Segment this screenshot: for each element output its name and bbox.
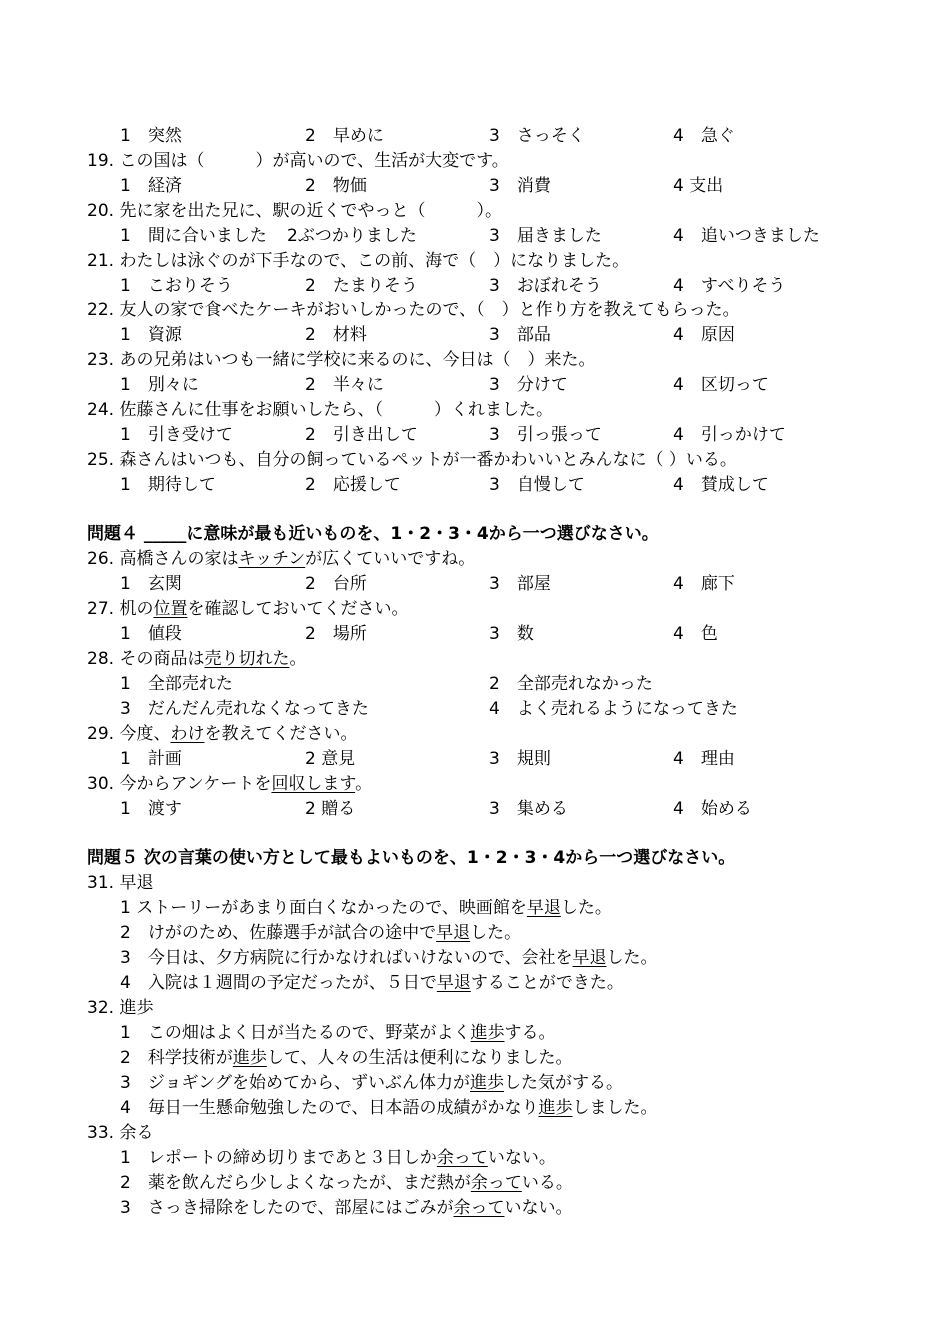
q25-option-3: 3 自慢して bbox=[489, 475, 585, 495]
q20-option-1: 1 間に合いました bbox=[120, 226, 267, 246]
q25-option-1: 1 期待して bbox=[120, 475, 216, 495]
q31-o1-target: 早退 bbox=[526, 898, 561, 918]
q23-option-2: 2 半々に bbox=[305, 375, 384, 395]
q32-option-3-text bbox=[120, 1071, 623, 1096]
q22-stem-text: 22. 友人の家で食べたケーキがおいしかったので、（ ）と作り方を教えてもらった。 bbox=[87, 300, 740, 320]
q24-option-1: 1 引き受けて bbox=[120, 425, 233, 445]
q19-stem-text: 19. この国は（ ）が高いので、生活が大変です。 bbox=[87, 151, 509, 171]
q18-option-1: 1 突然 bbox=[120, 126, 182, 146]
q32-option-1 bbox=[0, 1021, 950, 1046]
q23-option-1: 1 別々に bbox=[120, 375, 199, 395]
q22-option-1: 1 資源 bbox=[120, 325, 182, 345]
q26-underlined-word: キッチン bbox=[238, 549, 306, 569]
q33-o3-post: いない。 bbox=[504, 1198, 573, 1218]
q21-option-2: 2 たまりそう bbox=[305, 276, 418, 296]
q31-option-4 bbox=[0, 971, 950, 996]
q20-option-3: 3 届きました bbox=[489, 226, 602, 246]
q26-stem-text bbox=[87, 547, 475, 572]
q23-options bbox=[0, 373, 950, 398]
q32-option-2 bbox=[0, 1046, 950, 1071]
q32-o2-target: 進歩 bbox=[232, 1048, 267, 1068]
q19-options bbox=[0, 174, 950, 199]
q21-stem-text: 21. わたしは泳ぐのが下手なので、この前、海で（ ）になりました。 bbox=[87, 251, 630, 271]
q30-options bbox=[0, 797, 950, 822]
q31-option-2-text bbox=[120, 921, 521, 946]
q22-stem bbox=[0, 298, 950, 323]
q25-option-4: 4 賛成して bbox=[673, 475, 769, 495]
q33-o1-pre: 1 レポートの締め切りまであと３日しか bbox=[120, 1148, 437, 1168]
q32-o1-target: 進歩 bbox=[470, 1023, 505, 1043]
q22-options bbox=[0, 323, 950, 348]
mondai4-prefix: 問題４ bbox=[87, 524, 144, 544]
q31-option-3-text bbox=[120, 946, 657, 971]
q20-option-4: 4 追いつきました bbox=[673, 226, 820, 246]
q24-stem bbox=[0, 398, 950, 423]
q31-o4-target: 早退 bbox=[436, 973, 471, 993]
q27-options bbox=[0, 622, 950, 647]
q30-stem-post: 。 bbox=[355, 774, 373, 794]
q21-options bbox=[0, 274, 950, 299]
q28-stem-text bbox=[87, 647, 306, 672]
q31-o1-post: した。 bbox=[560, 898, 612, 918]
q30-option-2: 2 贈る bbox=[305, 799, 356, 819]
q26-options bbox=[0, 572, 950, 597]
q29-option-2: 2 意見 bbox=[305, 749, 356, 769]
q30-option-3: 3 集める bbox=[489, 799, 568, 819]
q28-options-row1 bbox=[0, 672, 950, 697]
q20-stem bbox=[0, 199, 950, 224]
q19-stem bbox=[0, 149, 950, 174]
q31-option-4-text bbox=[120, 971, 624, 996]
q30-stem-mid: アンケートを bbox=[170, 774, 272, 794]
q32-o3-post: した気がする。 bbox=[503, 1073, 623, 1093]
q23-stem bbox=[0, 348, 950, 373]
q33-stem-text: 33. 余る bbox=[87, 1123, 154, 1143]
q30-option-4: 4 始める bbox=[673, 799, 752, 819]
q22-option-3: 3 部品 bbox=[489, 325, 551, 345]
q27-underlined-word: 位置 bbox=[153, 599, 188, 619]
q32-o3-pre: 3 ジョギングを始めてから、ずいぶん体力が bbox=[120, 1073, 470, 1093]
q27-option-4: 4 色 bbox=[673, 624, 718, 644]
q29-option-1: 1 計画 bbox=[120, 749, 182, 769]
q24-options bbox=[0, 423, 950, 448]
q33-o1-target: 余って bbox=[436, 1148, 488, 1168]
q20-option-2: 2ぶつかりました bbox=[287, 226, 417, 246]
q33-o2-target: 余って bbox=[470, 1173, 522, 1193]
mondai4-blank: _____ bbox=[143, 524, 187, 544]
q32-option-4-text bbox=[120, 1096, 657, 1121]
q25-options bbox=[0, 473, 950, 498]
q31-stem-text: 31. 早退 bbox=[87, 873, 154, 893]
q21-option-1: 1 こおりそう bbox=[120, 276, 233, 296]
q28-option-2: 2 全部売れなかった bbox=[489, 674, 653, 694]
q23-option-4: 4 区切って bbox=[673, 375, 769, 395]
q26-option-3: 3 部屋 bbox=[489, 574, 551, 594]
q24-option-3: 3 引っ張って bbox=[489, 425, 602, 445]
q33-o3-pre: 3 さっき掃除をしたので、部屋にはごみが bbox=[120, 1198, 454, 1218]
q30-stem-pre: 30. 今から bbox=[87, 774, 171, 794]
q33-option-3-text bbox=[120, 1196, 572, 1221]
q27-option-3: 3 数 bbox=[489, 624, 534, 644]
q20-stem-text: 20. 先に家を出た兄に、駅の近くでやっと（ ）。 bbox=[87, 201, 502, 221]
q21-stem bbox=[0, 249, 950, 274]
q26-stem-pre: 26. 高橋さんの家は bbox=[87, 549, 239, 569]
q31-option-2 bbox=[0, 921, 950, 946]
q29-stem-pre: 29. 今度、 bbox=[87, 724, 171, 744]
q31-o2-pre: 2 けがのため、佐藤選手が試合の途中で bbox=[120, 923, 437, 943]
q32-option-2-text bbox=[120, 1046, 573, 1071]
q33-stem bbox=[0, 1121, 950, 1146]
q32-o2-pre: 2 科学技術が bbox=[120, 1048, 233, 1068]
q19-option-4: 4 支出 bbox=[673, 176, 724, 196]
mondai5-heading bbox=[0, 846, 950, 871]
q28-option-3: 3 だんだん売れなくなってきた bbox=[120, 699, 369, 719]
q33-o2-post: いる。 bbox=[521, 1173, 573, 1193]
q22-option-2: 2 材料 bbox=[305, 325, 367, 345]
q31-o4-pre: 4 入院は１週間の予定だったが、５日で bbox=[120, 973, 437, 993]
q33-o3-target: 余って bbox=[453, 1198, 505, 1218]
q33-option-2-text bbox=[120, 1171, 573, 1196]
q21-option-4: 4 すべりそう bbox=[673, 276, 786, 296]
q23-stem-text: 23. あの兄弟はいつも一緒に学校に来るのに、今日は（ ）来た。 bbox=[87, 350, 596, 370]
q27-stem-post: を確認しておいてください。 bbox=[187, 599, 409, 619]
q28-option-4: 4 よく売れるようになってきた bbox=[489, 699, 738, 719]
q25-stem bbox=[0, 448, 950, 473]
q28-underlined-word: 売り切れた bbox=[204, 649, 290, 669]
q27-option-1: 1 値段 bbox=[120, 624, 182, 644]
q24-option-2: 2 引き出して bbox=[305, 425, 418, 445]
q32-o4-post: しました。 bbox=[572, 1098, 658, 1118]
q25-stem-text: 25. 森さんはいつも、自分の飼っているペットが一番かわいいとみんなに（ ）いる。 bbox=[87, 450, 737, 470]
q19-option-3: 3 消費 bbox=[489, 176, 551, 196]
q18-option-2: 2 早めに bbox=[305, 126, 384, 146]
q30-option-1: 1 渡す bbox=[120, 799, 182, 819]
q31-o3-target: 早退 bbox=[572, 948, 607, 968]
q32-o1-pre: 1 この畑はよく日が当たるので、野菜がよく bbox=[120, 1023, 471, 1043]
q32-o4-pre: 4 毎日一生懸命勉強したので、日本語の成績がかなり bbox=[120, 1098, 539, 1118]
q32-stem-text: 32. 進歩 bbox=[87, 998, 154, 1018]
q19-option-2: 2 物価 bbox=[305, 176, 367, 196]
q31-option-1-text bbox=[120, 896, 612, 921]
q18-option-4: 4 急ぐ bbox=[673, 126, 735, 146]
q22-option-4: 4 原因 bbox=[673, 325, 735, 345]
q31-o2-post: した。 bbox=[470, 923, 522, 943]
q31-o3-pre: 3 今日は、夕方病院に行かなければいけないので、会社を bbox=[120, 948, 573, 968]
q29-stem-text bbox=[87, 722, 357, 747]
q32-o2-post: して、人々の生活は便利になりました。 bbox=[266, 1048, 573, 1068]
q31-o2-target: 早退 bbox=[436, 923, 471, 943]
q29-option-4: 4 理由 bbox=[673, 749, 735, 769]
q29-underlined-word: わけ bbox=[170, 724, 205, 744]
q33-option-2 bbox=[0, 1171, 950, 1196]
q30-stem-text bbox=[87, 772, 372, 797]
q27-stem bbox=[0, 597, 950, 622]
q25-option-2: 2 応援して bbox=[305, 475, 401, 495]
q31-o4-post: することができた。 bbox=[470, 973, 624, 993]
q24-stem-text: 24. 佐藤さんに仕事をお願いしたら、（ ）くれました。 bbox=[87, 400, 553, 420]
q28-options-row2 bbox=[0, 697, 950, 722]
mondai5-heading-text: 問題５ 次の言葉の使い方として最もよいものを、1・2・3・4から一つ選びなさい。 bbox=[87, 848, 736, 868]
q18-option-3: 3 さっそく bbox=[489, 126, 585, 146]
q26-option-1: 1 玄関 bbox=[120, 574, 182, 594]
q29-options bbox=[0, 747, 950, 772]
q33-option-3 bbox=[0, 1196, 950, 1221]
q28-stem bbox=[0, 647, 950, 672]
q33-option-1 bbox=[0, 1146, 950, 1171]
mondai4-instruction: に意味が最も近いものを、1・2・3・4から一つ選びなさい。 bbox=[186, 524, 659, 544]
q28-stem-post: 。 bbox=[289, 649, 307, 669]
q32-o1-post: する。 bbox=[504, 1023, 556, 1043]
q31-o1-pre: 1 ストーリーがあまり面白くなかったので、映画館を bbox=[120, 898, 527, 918]
mondai4-heading-text bbox=[87, 522, 659, 547]
q26-stem bbox=[0, 547, 950, 572]
q31-option-1 bbox=[0, 896, 950, 921]
q33-o1-post: いない。 bbox=[487, 1148, 556, 1168]
q32-option-4 bbox=[0, 1096, 950, 1121]
q31-option-3 bbox=[0, 946, 950, 971]
q32-option-1-text bbox=[120, 1021, 555, 1046]
q26-option-4: 4 廊下 bbox=[673, 574, 735, 594]
q31-stem bbox=[0, 871, 950, 896]
q29-stem-post: を教えてください。 bbox=[204, 724, 358, 744]
q31-o3-post: した。 bbox=[606, 948, 658, 968]
q30-stem bbox=[0, 772, 950, 797]
q32-o4-target: 進歩 bbox=[538, 1098, 573, 1118]
q20-options bbox=[0, 224, 950, 249]
q26-option-2: 2 台所 bbox=[305, 574, 367, 594]
q27-option-2: 2 場所 bbox=[305, 624, 367, 644]
q18-options bbox=[0, 124, 950, 149]
q30-underlined-word: 回収します bbox=[271, 774, 356, 794]
q27-stem-pre: 27. 机の bbox=[87, 599, 154, 619]
mondai4-heading bbox=[0, 522, 950, 547]
q29-option-3: 3 規則 bbox=[489, 749, 551, 769]
q24-option-4: 4 引っかけて bbox=[673, 425, 786, 445]
q32-o3-target: 進歩 bbox=[469, 1073, 504, 1093]
q19-option-1: 1 経済 bbox=[120, 176, 182, 196]
q21-option-3: 3 おぼれそう bbox=[489, 276, 602, 296]
q33-o2-pre: 2 薬を飲んだら少しよくなったが、まだ熱が bbox=[120, 1173, 471, 1193]
q27-stem-text bbox=[87, 597, 408, 622]
q28-option-1: 1 全部売れた bbox=[120, 674, 233, 694]
q23-option-3: 3 分けて bbox=[489, 375, 568, 395]
q32-option-3 bbox=[0, 1071, 950, 1096]
q32-stem bbox=[0, 996, 950, 1021]
q33-option-1-text bbox=[120, 1146, 556, 1171]
q29-stem bbox=[0, 722, 950, 747]
q28-stem-pre: 28. その商品は bbox=[87, 649, 205, 669]
q26-stem-post: が広くていいですね。 bbox=[305, 549, 476, 569]
